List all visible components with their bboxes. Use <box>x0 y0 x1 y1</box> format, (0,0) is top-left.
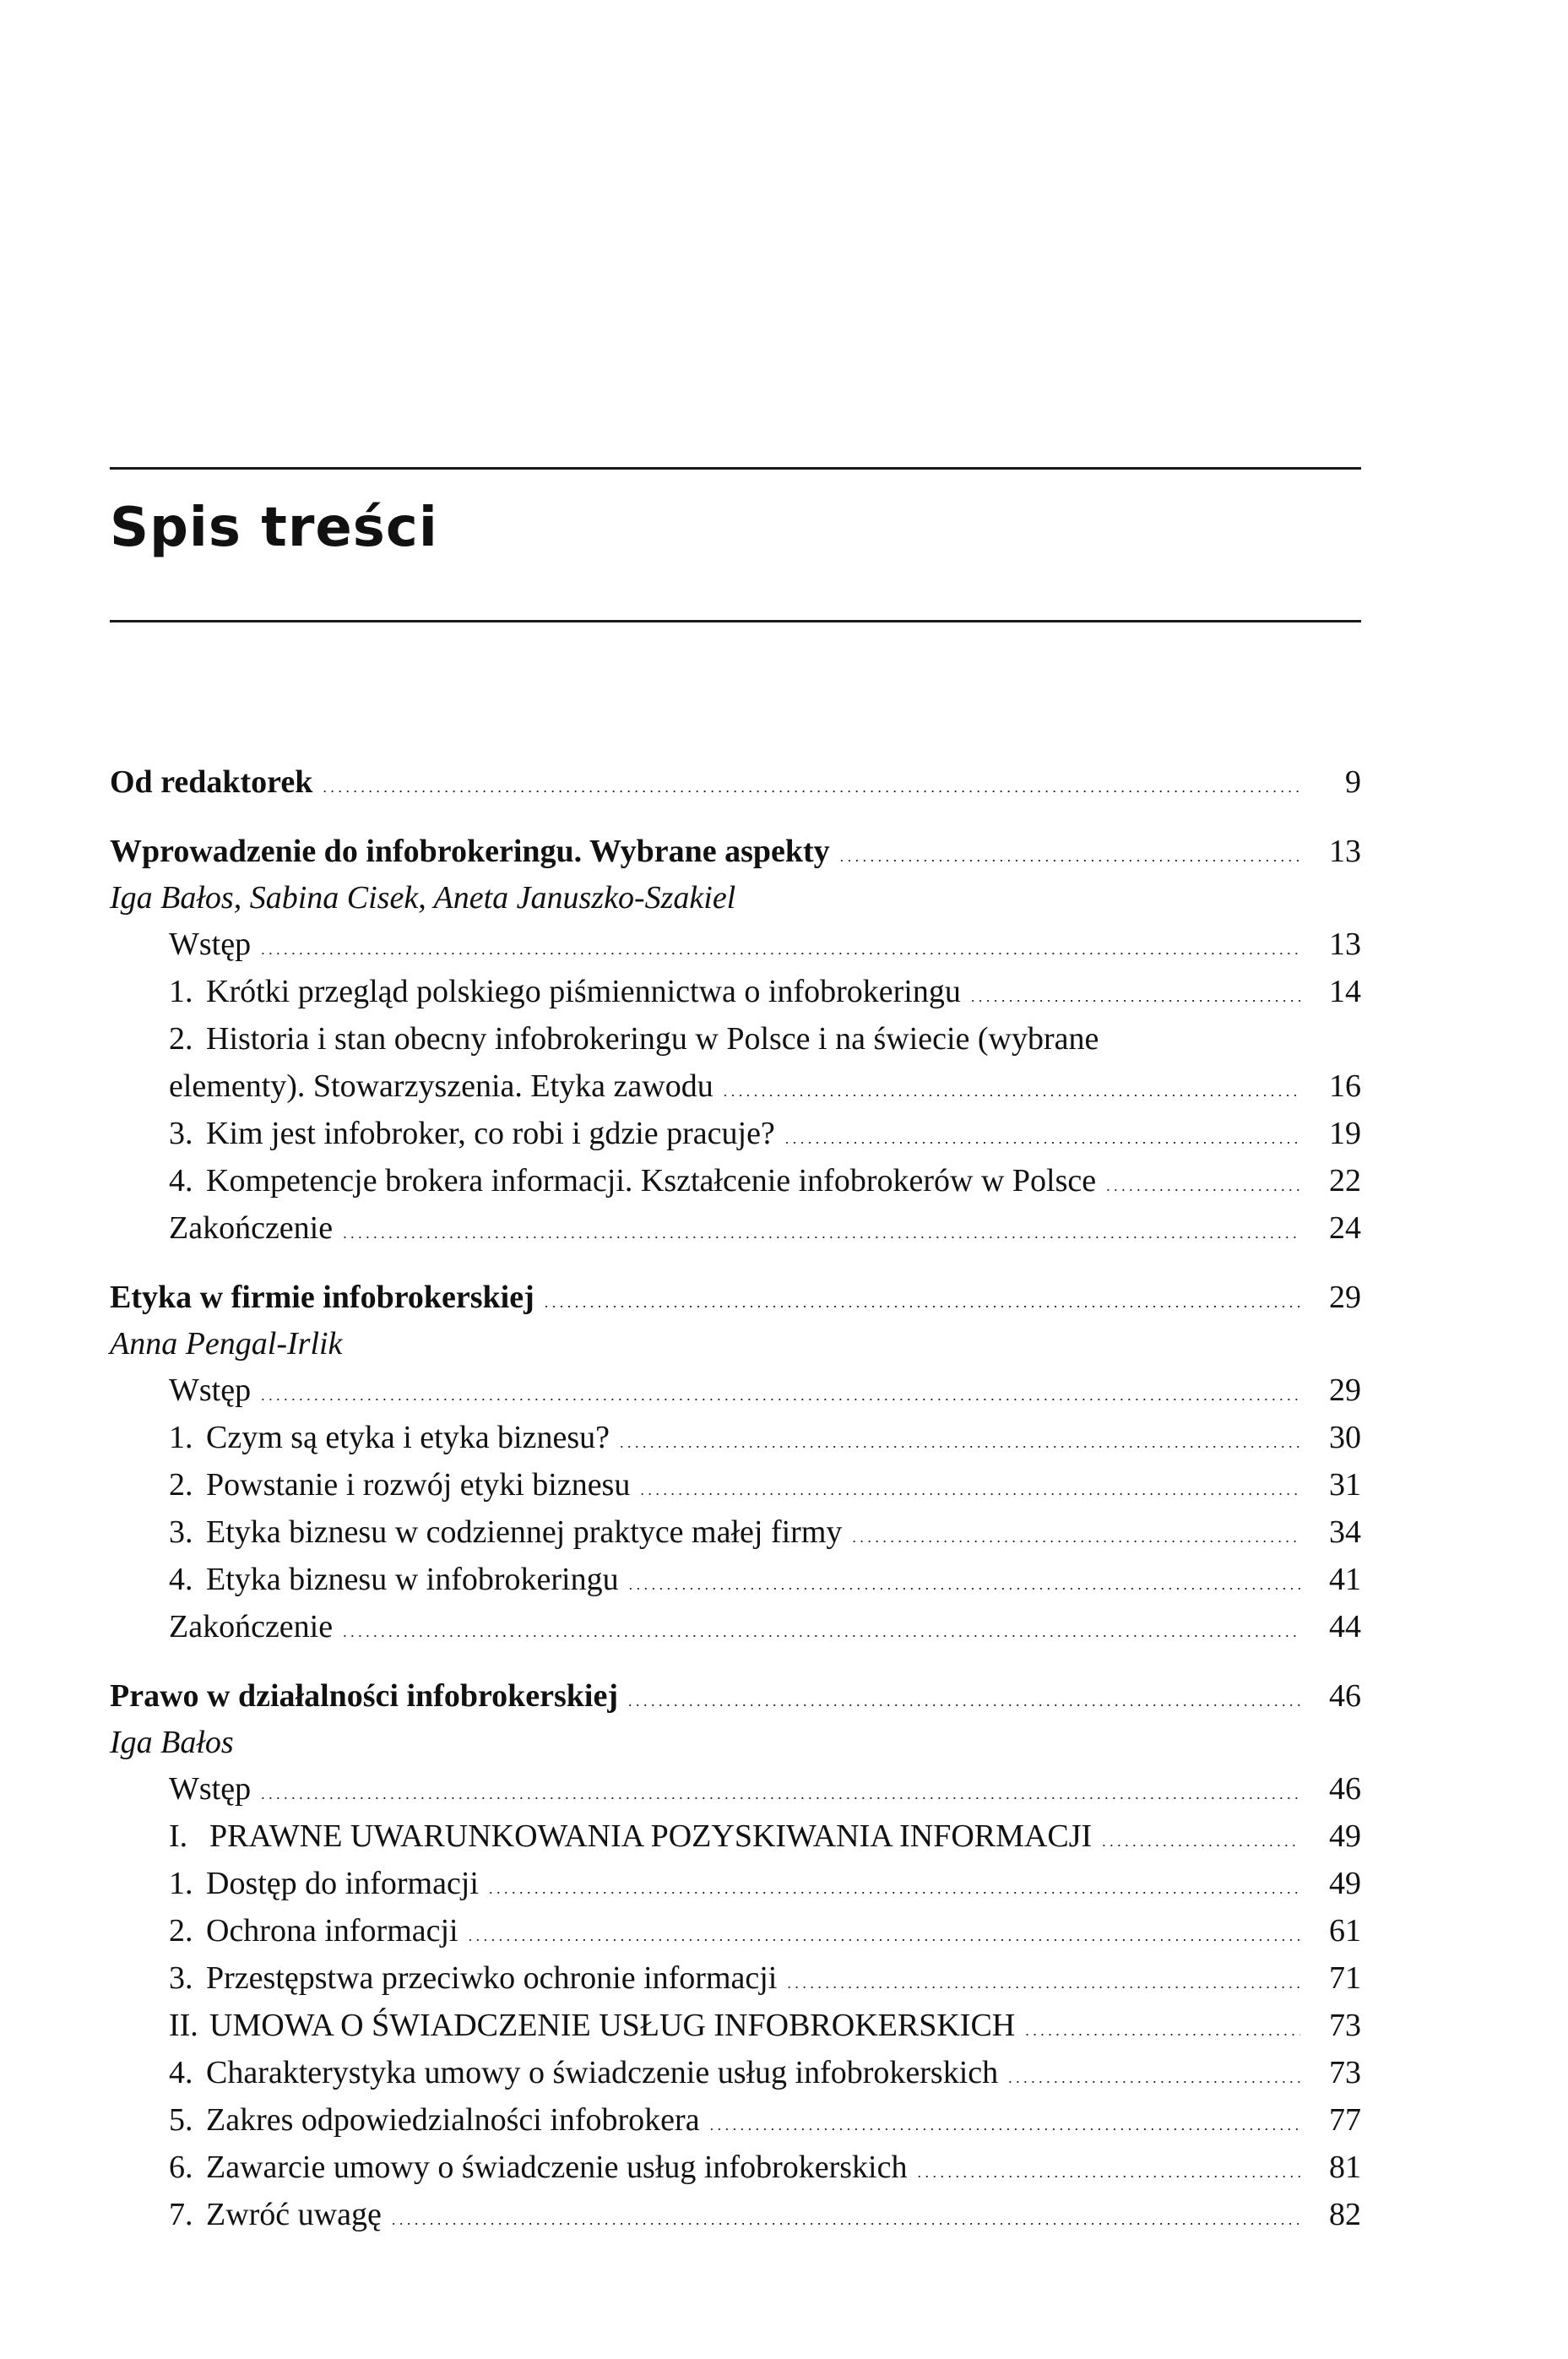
section-number: II. <box>169 2008 198 2043</box>
section-title: Zawarcie umowy o świadczenie usług infobrokerskich <box>206 2150 908 2185</box>
dot-leader <box>710 2096 1300 2149</box>
section-title: Przestępstwa przeciwko ochronie informacji <box>206 1960 778 1996</box>
dot-leader <box>1025 2002 1300 2054</box>
section-title: Dostęp do informacji <box>206 1866 479 1901</box>
section-number: 3. <box>169 1116 193 1151</box>
page-number: 44 <box>1329 1609 1361 1644</box>
section-number: 2. <box>169 1021 193 1057</box>
toc-section[interactable] <box>110 1063 1361 1110</box>
dot-leader <box>489 1860 1300 1912</box>
page-number: 73 <box>1329 2055 1361 2090</box>
toc-chapter[interactable] <box>110 828 1361 875</box>
section-title-continued: elementy). Stowarzyszenia. Etyka zawodu <box>169 1068 713 1104</box>
dot-leader <box>840 828 1300 880</box>
page-number: 14 <box>1329 974 1361 1009</box>
chapter-title: Wprowadzenie do infobrokeringu. Wybrane aspekty <box>110 834 830 869</box>
dot-leader <box>392 2191 1300 2243</box>
toc-section[interactable] <box>110 1860 1361 1907</box>
toc-section[interactable] <box>110 1157 1361 1204</box>
section-number: 1. <box>169 1420 193 1455</box>
section-title: Wstęp <box>169 1771 252 1807</box>
section-title: PRAWNE UWARUNKOWANIA POZYSKIWANIA INFORMACJI <box>209 1818 1093 1854</box>
page-number: 30 <box>1329 1420 1361 1455</box>
page-title: Spis treści <box>110 497 438 559</box>
chapter-title: Od redaktorek <box>110 764 313 800</box>
toc-chapter[interactable] <box>110 1672 1361 1720</box>
dot-leader <box>469 1907 1300 1959</box>
page-number: 22 <box>1329 1163 1361 1199</box>
page-number: 34 <box>1329 1514 1361 1550</box>
toc-section-first-line[interactable] <box>110 1015 1361 1063</box>
dot-leader <box>628 1672 1300 1725</box>
page-number: 24 <box>1329 1210 1361 1246</box>
dot-leader <box>261 1765 1300 1818</box>
section-title: Kompetencje brokera informacji. Kształcenie infobrokerów w Polsce <box>206 1163 1097 1199</box>
page-number: 29 <box>1329 1280 1361 1315</box>
section-title: Ochrona informacji <box>206 1913 458 1949</box>
title-rule <box>110 620 1361 622</box>
dot-leader <box>785 1110 1300 1162</box>
top-rule <box>110 467 1361 470</box>
section-number: 3. <box>169 1960 193 1996</box>
page-number: 49 <box>1329 1866 1361 1901</box>
section-title: Historia i stan obecny infobrokeringu w Polsce i na świecie (wybrane <box>206 1021 1099 1057</box>
dot-leader <box>724 1063 1300 1115</box>
chapter-title: Etyka w firmie infobrokerskiej <box>110 1280 534 1315</box>
table-of-contents <box>110 758 1361 2238</box>
section-title: Etyka biznesu w codziennej praktyce małej firmy <box>206 1514 843 1550</box>
toc-chapter[interactable] <box>110 1274 1361 1321</box>
chapter-authors: Anna Pengal-Irlik <box>110 1326 343 1362</box>
toc-chapter[interactable] <box>110 758 1361 806</box>
dot-leader <box>620 1414 1300 1466</box>
toc-section[interactable] <box>110 2049 1361 2096</box>
dot-leader <box>917 2144 1300 2196</box>
section-number: 7. <box>169 2197 193 2232</box>
toc-section[interactable] <box>110 1110 1361 1157</box>
toc-section[interactable] <box>110 1813 1361 1860</box>
section-number: 3. <box>169 1514 193 1550</box>
page-number: 77 <box>1329 2102 1361 2138</box>
section-title: Czym są etyka i etyka biznesu? <box>206 1420 610 1455</box>
section-title: Krótki przegląd polskiego piśmiennictwa o infobrokeringu <box>206 974 961 1009</box>
page-number: 81 <box>1329 2150 1361 2185</box>
section-number: 4. <box>169 1562 193 1597</box>
toc-section[interactable] <box>110 1765 1361 1813</box>
toc-section[interactable] <box>110 2191 1361 2238</box>
section-title: Wstęp <box>169 927 252 962</box>
page-number: 41 <box>1329 1562 1361 1597</box>
page-number: 46 <box>1329 1678 1361 1714</box>
page-number: 82 <box>1329 2197 1361 2232</box>
toc-section[interactable] <box>110 1414 1361 1461</box>
dot-leader <box>323 758 1300 811</box>
dot-leader <box>629 1556 1300 1608</box>
section-title: UMOWA O ŚWIADCZENIE USŁUG INFOBROKERSKICH <box>209 2008 1016 2043</box>
section-title: Wstęp <box>169 1372 252 1408</box>
section-number: 2. <box>169 1467 193 1503</box>
section-title: Zakres odpowiedzialności infobrokera <box>206 2102 700 2138</box>
section-number: I. <box>169 1818 188 1854</box>
dot-leader <box>261 921 1300 973</box>
page-number: 73 <box>1329 2008 1361 2043</box>
dot-leader <box>1102 1813 1300 1865</box>
page-number: 46 <box>1329 1771 1361 1807</box>
toc-section[interactable] <box>110 1508 1361 1556</box>
toc-section[interactable] <box>110 2002 1361 2049</box>
section-title: Zakończenie <box>169 1609 334 1644</box>
chapter-authors: Iga Bałos <box>110 1725 234 1760</box>
dot-leader <box>787 1954 1300 2007</box>
toc-section[interactable] <box>110 1603 1361 1650</box>
toc-section[interactable] <box>110 1204 1361 1252</box>
page-number: 16 <box>1329 1068 1361 1104</box>
section-number: 4. <box>169 1163 193 1199</box>
page-number: 61 <box>1329 1913 1361 1949</box>
toc-section[interactable] <box>110 2144 1361 2191</box>
toc-section[interactable] <box>110 1907 1361 1954</box>
section-number: 5. <box>169 2102 193 2138</box>
dot-leader <box>1008 2049 1300 2101</box>
section-title: Etyka biznesu w infobrokeringu <box>206 1562 619 1597</box>
page-number: 13 <box>1329 834 1361 869</box>
page-number: 19 <box>1329 1116 1361 1151</box>
chapter-title: Prawo w działalności infobrokerskiej <box>110 1678 619 1714</box>
section-title: Charakterystyka umowy o świadczenie usług infobrokerskich <box>206 2055 999 2090</box>
page-number: 49 <box>1329 1818 1361 1854</box>
dot-leader <box>545 1274 1300 1326</box>
toc-section[interactable] <box>110 921 1361 968</box>
section-number: 1. <box>169 1866 193 1901</box>
dot-leader <box>852 1508 1300 1561</box>
toc-section[interactable] <box>110 1954 1361 2002</box>
dot-leader <box>261 1367 1300 1419</box>
chapter-authors: Iga Bałos, Sabina Cisek, Aneta Januszko-Szakiel <box>110 880 736 916</box>
toc-section[interactable] <box>110 1461 1361 1508</box>
section-title: Powstanie i rozwój etyki biznesu <box>206 1467 631 1503</box>
page-number: 71 <box>1329 1960 1361 1996</box>
dot-leader <box>640 1461 1300 1514</box>
toc-section[interactable] <box>110 1556 1361 1603</box>
page-number: 31 <box>1329 1467 1361 1503</box>
dot-leader <box>971 968 1300 1020</box>
toc-section[interactable] <box>110 968 1361 1015</box>
toc-section[interactable] <box>110 1367 1361 1414</box>
page-number: 29 <box>1329 1372 1361 1408</box>
section-number: 1. <box>169 974 193 1009</box>
toc-section[interactable] <box>110 2096 1361 2144</box>
dot-leader <box>343 1603 1300 1655</box>
section-title: Kim jest infobroker, co robi i gdzie pracuje? <box>206 1116 775 1151</box>
section-number: 2. <box>169 1913 193 1949</box>
dot-leader <box>1106 1157 1300 1209</box>
page-number: 9 <box>1345 764 1361 800</box>
section-title: Zwróć uwagę <box>206 2197 382 2232</box>
dot-leader <box>343 1204 1300 1257</box>
section-number: 6. <box>169 2150 193 2185</box>
section-title: Zakończenie <box>169 1210 334 1246</box>
page-number: 13 <box>1329 927 1361 962</box>
section-number: 4. <box>169 2055 193 2090</box>
